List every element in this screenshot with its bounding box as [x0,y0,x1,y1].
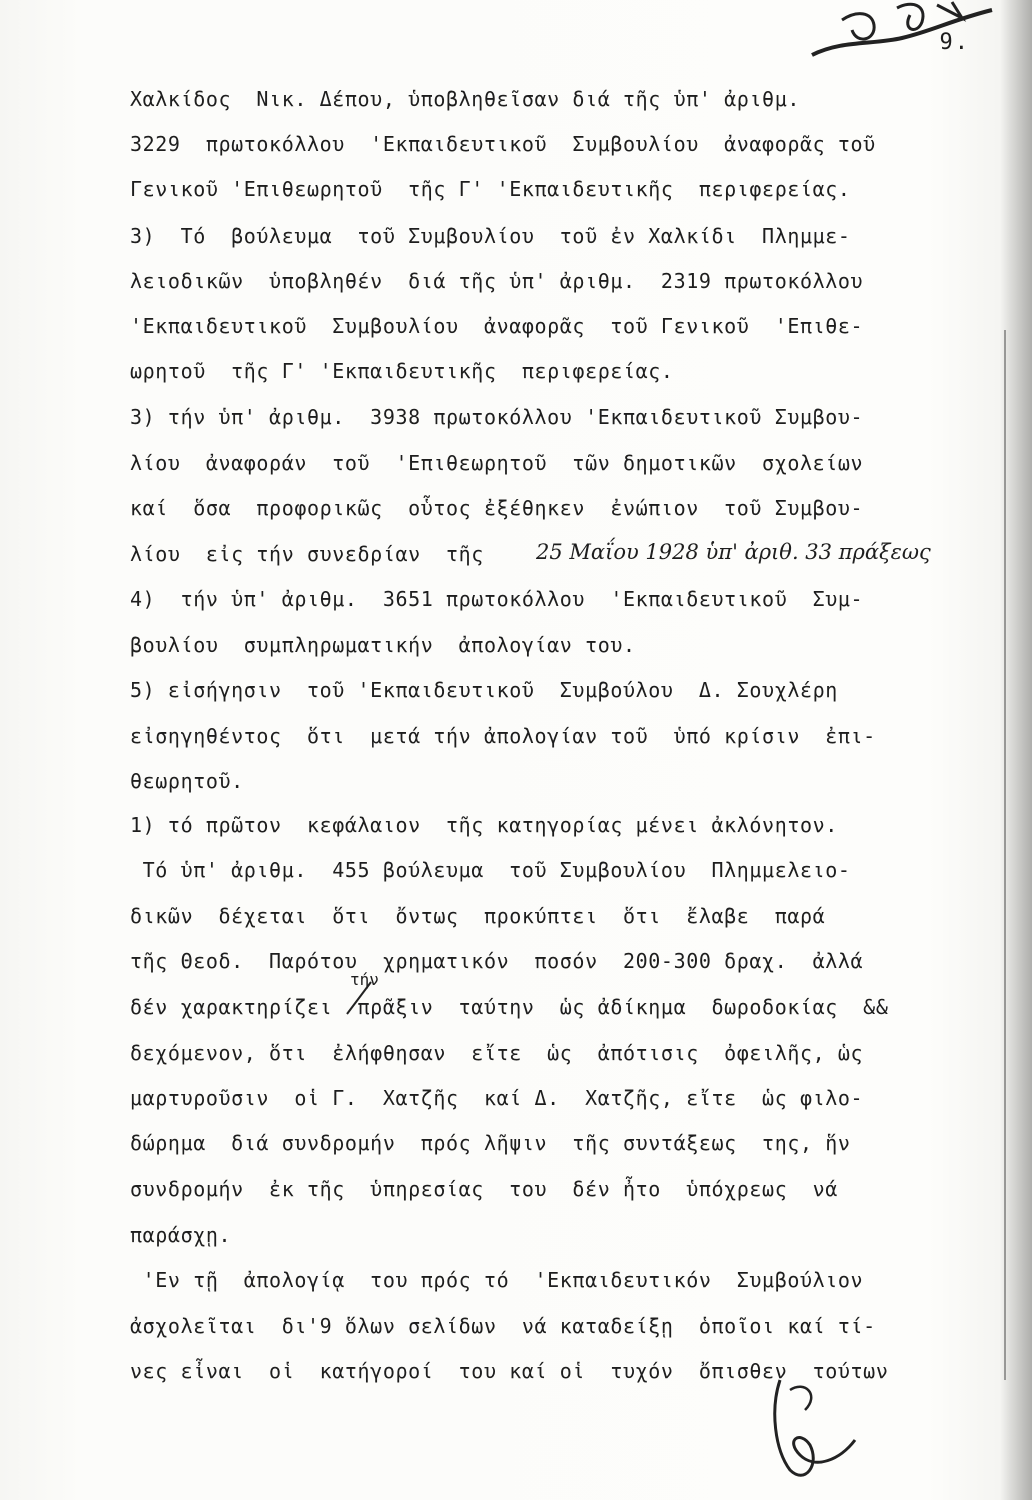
text-line: παράσχῃ. [130,1223,232,1247]
page-number: 9. [939,30,970,55]
text-line: 1) τό πρῶτον κεφάλαιον τῆς κατηγορίας μένει ἀκλόνητον. [130,813,838,837]
text-line: ωρητοῦ τῆς Γ' 'Εκπαιδευτικῆς περιφερείας. [130,359,674,383]
text-line: θεωρητοῦ. [130,769,244,793]
text-line: ἀσχολεῖται δι'9 ὅλων σελίδων νά καταδείξῃ ὁποῖοι καί τί- [130,1314,876,1338]
handwritten-initial-signature [760,1370,870,1490]
text-line: δικῶν δέχεται ὅτι ὄντως προκύπτει ὅτι ἔλαβε παρά [130,904,826,928]
text-line: 3) Τό βούλευμα τοῦ Συμβουλίου τοῦ ἐν Χαλκίδι Πλημμε- [130,224,851,248]
text-line: 3) τήν ὑπ' ἀριθμ. 3938 πρωτοκόλλου 'Εκπαιδευτικοῦ Συμβου- [130,405,864,429]
text-line: νες εἶναι οἱ κατήγοροί του καί οἱ τυχόν ὄπισθεν τούτων [130,1359,889,1383]
text-line: 3229 πρωτοκόλλου 'Εκπαιδευτικοῦ Συμβουλίου ἀναφορᾶς τοῦ [130,132,876,156]
text-line: 5) εἰσήγησιν τοῦ 'Εκπαιδευτικοῦ Συμβούλου Δ. Σουχλέρη [130,678,838,702]
text-line: καί ὅσα προφορικῶς οὗτος ἐξέθηκεν ἐνώπιον τοῦ Συμβου- [130,496,864,520]
text-line: λίου ἀναφοράν τοῦ 'Επιθεωρητοῦ τῶν δημοτικῶν σχολείων [130,451,864,475]
caret-insert-text: τήν [350,970,379,989]
text-line: Γενικοῦ 'Επιθεωρητοῦ τῆς Γ' 'Εκπαιδευτικῆς περιφερείας. [130,177,851,201]
text-line: δέν χαρακτηρίζει πρᾶξιν ταύτην ὡς ἀδίκημα δωροδοκίας && [130,995,889,1019]
text-line: Χαλκίδος Νικ. Δέπου, ὑποβληθεῖσαν διά τῆς ὑπ' ἀριθμ. [130,87,800,111]
text-line: μαρτυροῦσιν οἱ Γ. Χατζῆς καί Δ. Χατζῆς, εἴτε ὡς φιλο- [130,1086,864,1110]
text-line: εἰσηγηθέντος ὅτι μετά τήν ἀπολογίαν τοῦ ὑπό κρίσιν ἐπι- [130,724,876,748]
text-line: λειοδικῶν ὑποβληθέν διά τῆς ὑπ' ἀριθμ. 2319 πρωτοκόλλου [130,269,864,293]
text-line: Τό ὑπ' ἀριθμ. 455 βούλευμα τοῦ Συμβουλίου Πλημμελειο- [130,858,851,882]
text-line: λίου εἰς τήν συνεδρίαν τῆς [130,542,484,566]
text-line: 4) τήν ὑπ' ἀριθμ. 3651 πρωτοκόλλου 'Εκπαιδευτικοῦ Συμ- [130,587,864,611]
text-line: 'Εκπαιδευτικοῦ Συμβουλίου ἀναφορᾶς τοῦ Γενικοῦ 'Επιθε- [130,314,864,338]
text-line: συνδρομήν ἐκ τῆς ὑπηρεσίας του δέν ἦτο ὑπόχρεως νά [130,1177,838,1201]
text-line: 'Εν τῇ ἀπολογίᾳ του πρός τό 'Εκπαιδευτικόν Συμβούλιον [130,1268,864,1292]
text-line: τῆς Θεοδ. Παρότου χρηματικόν ποσόν 200-300 δραχ. ἀλλά [130,949,864,973]
text-line: δώρημα διά συνδρομήν πρός λῆψιν τῆς συντάξεως της, ἥν [130,1131,851,1155]
handwritten-insert: 25 Μαΐου 1928 ὑπ' ἀριθ. 33 πράξεως [536,540,931,564]
page-edge-shadow [1000,0,1032,1500]
text-line: δεχόμενον, ὅτι ἐλήφθησαν εἴτε ὡς ἀπότισις ὀφειλῆς, ὡς [130,1041,864,1065]
text-line: βουλίου συμπληρωματικήν ἀπολογίαν του. [130,633,636,657]
